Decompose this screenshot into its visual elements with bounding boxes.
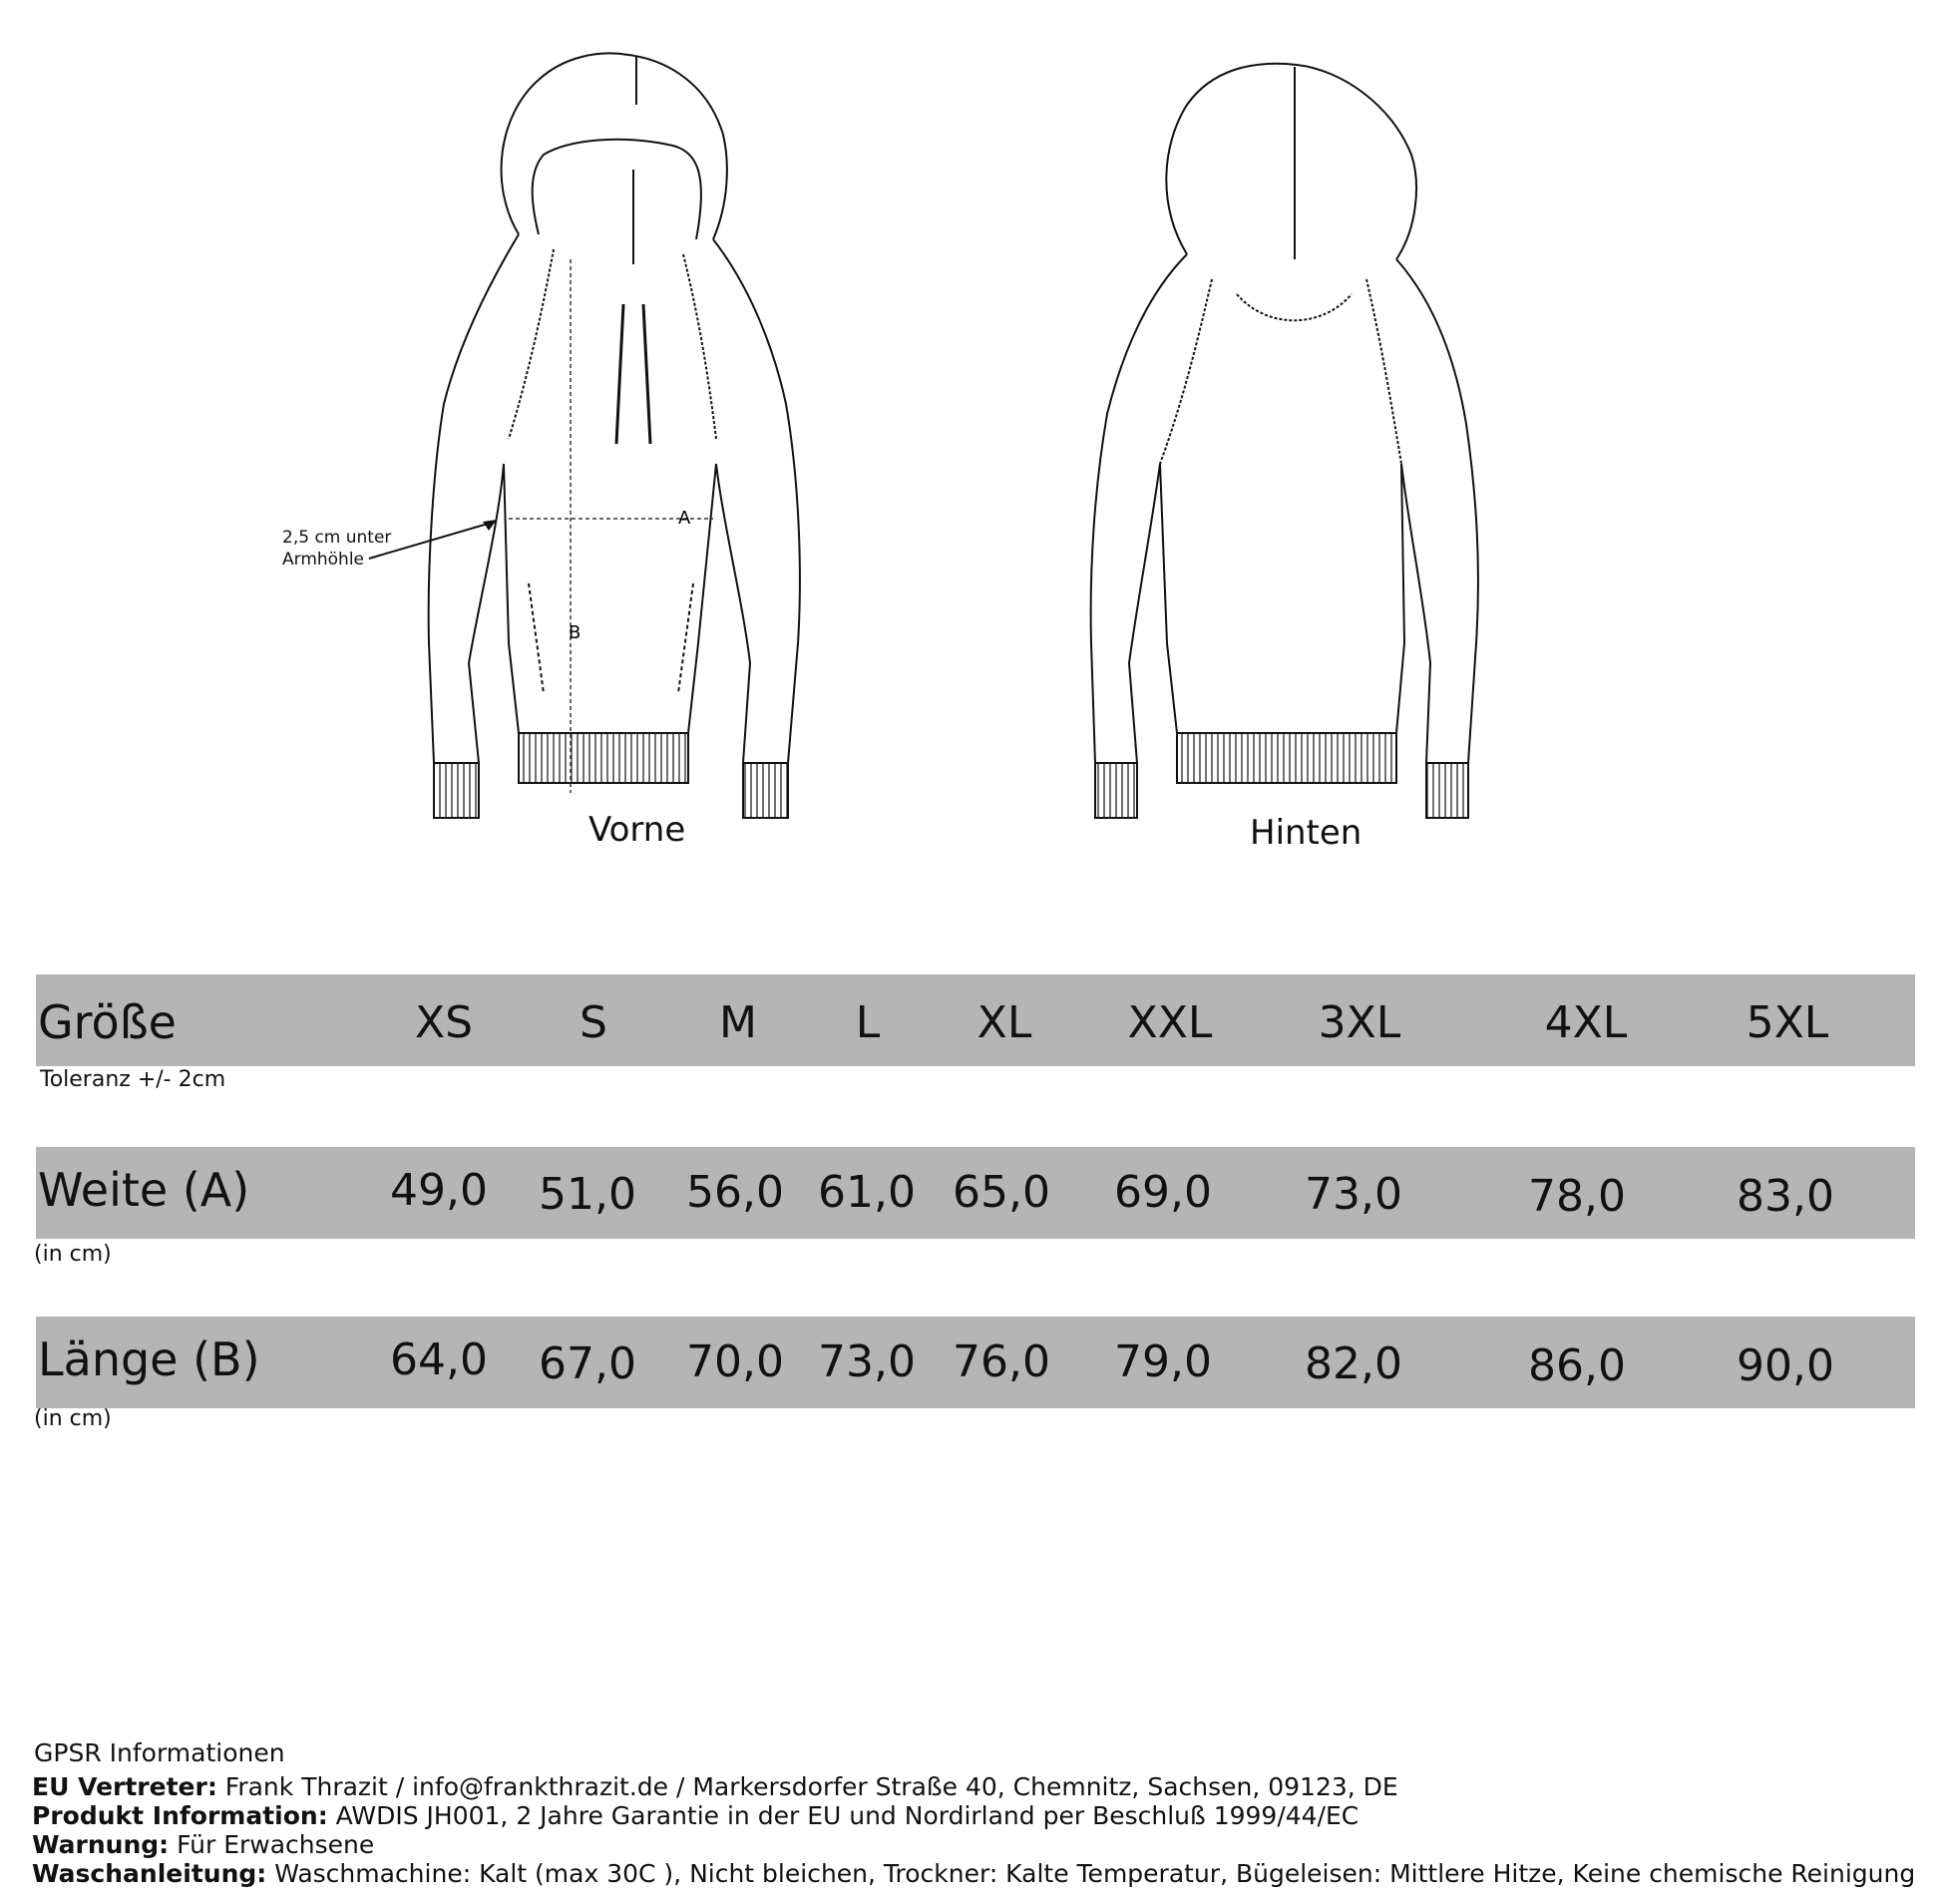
tolerance-note: Toleranz +/- 2cm [40,1067,226,1092]
hoodie-back-drawing [1037,45,1596,863]
length-cell: 73,0 [818,1336,916,1387]
size-cell: 5XL [1746,997,1829,1048]
width-unit-note: (in cm) [34,1242,112,1267]
measure-b-label: B [569,622,582,643]
size-cell: L [855,997,881,1048]
gpsr-line-wash-instructions: Waschanleitung: Waschmachine: Kalt (max 30C ), Nicht bleichen, Trockner: Kalte Temperatur, Bügeleisen: Mittlere Hitze, Keine chemische Reinigung [32,1859,1916,1888]
width-cell: 56,0 [686,1167,784,1218]
width-cell: 78,0 [1528,1171,1626,1222]
gpsr-title: GPSR Informationen [34,1738,285,1767]
length-cell: 70,0 [686,1336,784,1387]
back-view-label: Hinten [1250,813,1362,853]
length-cell: 79,0 [1114,1336,1212,1387]
width-cell: 83,0 [1737,1171,1834,1222]
gpsr-line-eu-representative: EU Vertreter: Frank Thrazit / info@frankthrazit.de / Markersdorfer Straße 40, Chemnitz, Sachsen, 09123, DE [32,1772,1398,1801]
front-view-label: Vorne [588,810,686,850]
width-cell: 65,0 [953,1167,1050,1218]
length-cell: 90,0 [1737,1340,1834,1391]
size-cell: 4XL [1544,997,1628,1048]
size-cell: S [580,997,607,1048]
size-cell: XL [976,997,1032,1048]
size-cell: XXL [1127,997,1213,1048]
armpit-note-line1: 2,5 cm unter [282,528,392,548]
length-cell: 67,0 [539,1338,636,1389]
length-cell: 64,0 [390,1334,488,1385]
length-cell: 86,0 [1528,1340,1626,1391]
size-row-label: Größe [38,995,177,1049]
gpsr-line-product-info: Produkt Information: AWDIS JH001, 2 Jahre Garantie in der EU und Nordirland per Beschluß 1999/44/EC [32,1801,1359,1830]
width-row-label: Weite (A) [38,1163,250,1217]
size-cell: 3XL [1318,997,1401,1048]
length-cell: 76,0 [953,1336,1050,1387]
length-unit-note: (in cm) [34,1406,112,1431]
hoodie-front-drawing [379,45,938,863]
armpit-note-line2: Armhöhle [282,550,365,570]
size-cell: M [719,997,757,1048]
width-cell: 69,0 [1114,1167,1212,1218]
width-cell: 73,0 [1305,1169,1402,1220]
width-cell: 49,0 [390,1165,488,1216]
length-cell: 82,0 [1305,1338,1402,1389]
size-cell: XS [414,997,474,1048]
length-row-label: Länge (B) [38,1333,260,1386]
gpsr-line-warning: Warnung: Für Erwachsene [32,1830,375,1859]
width-cell: 51,0 [539,1169,636,1220]
armpit-arrow-icon [367,514,502,564]
width-cell: 61,0 [818,1167,916,1218]
measure-a-label: A [678,508,691,529]
